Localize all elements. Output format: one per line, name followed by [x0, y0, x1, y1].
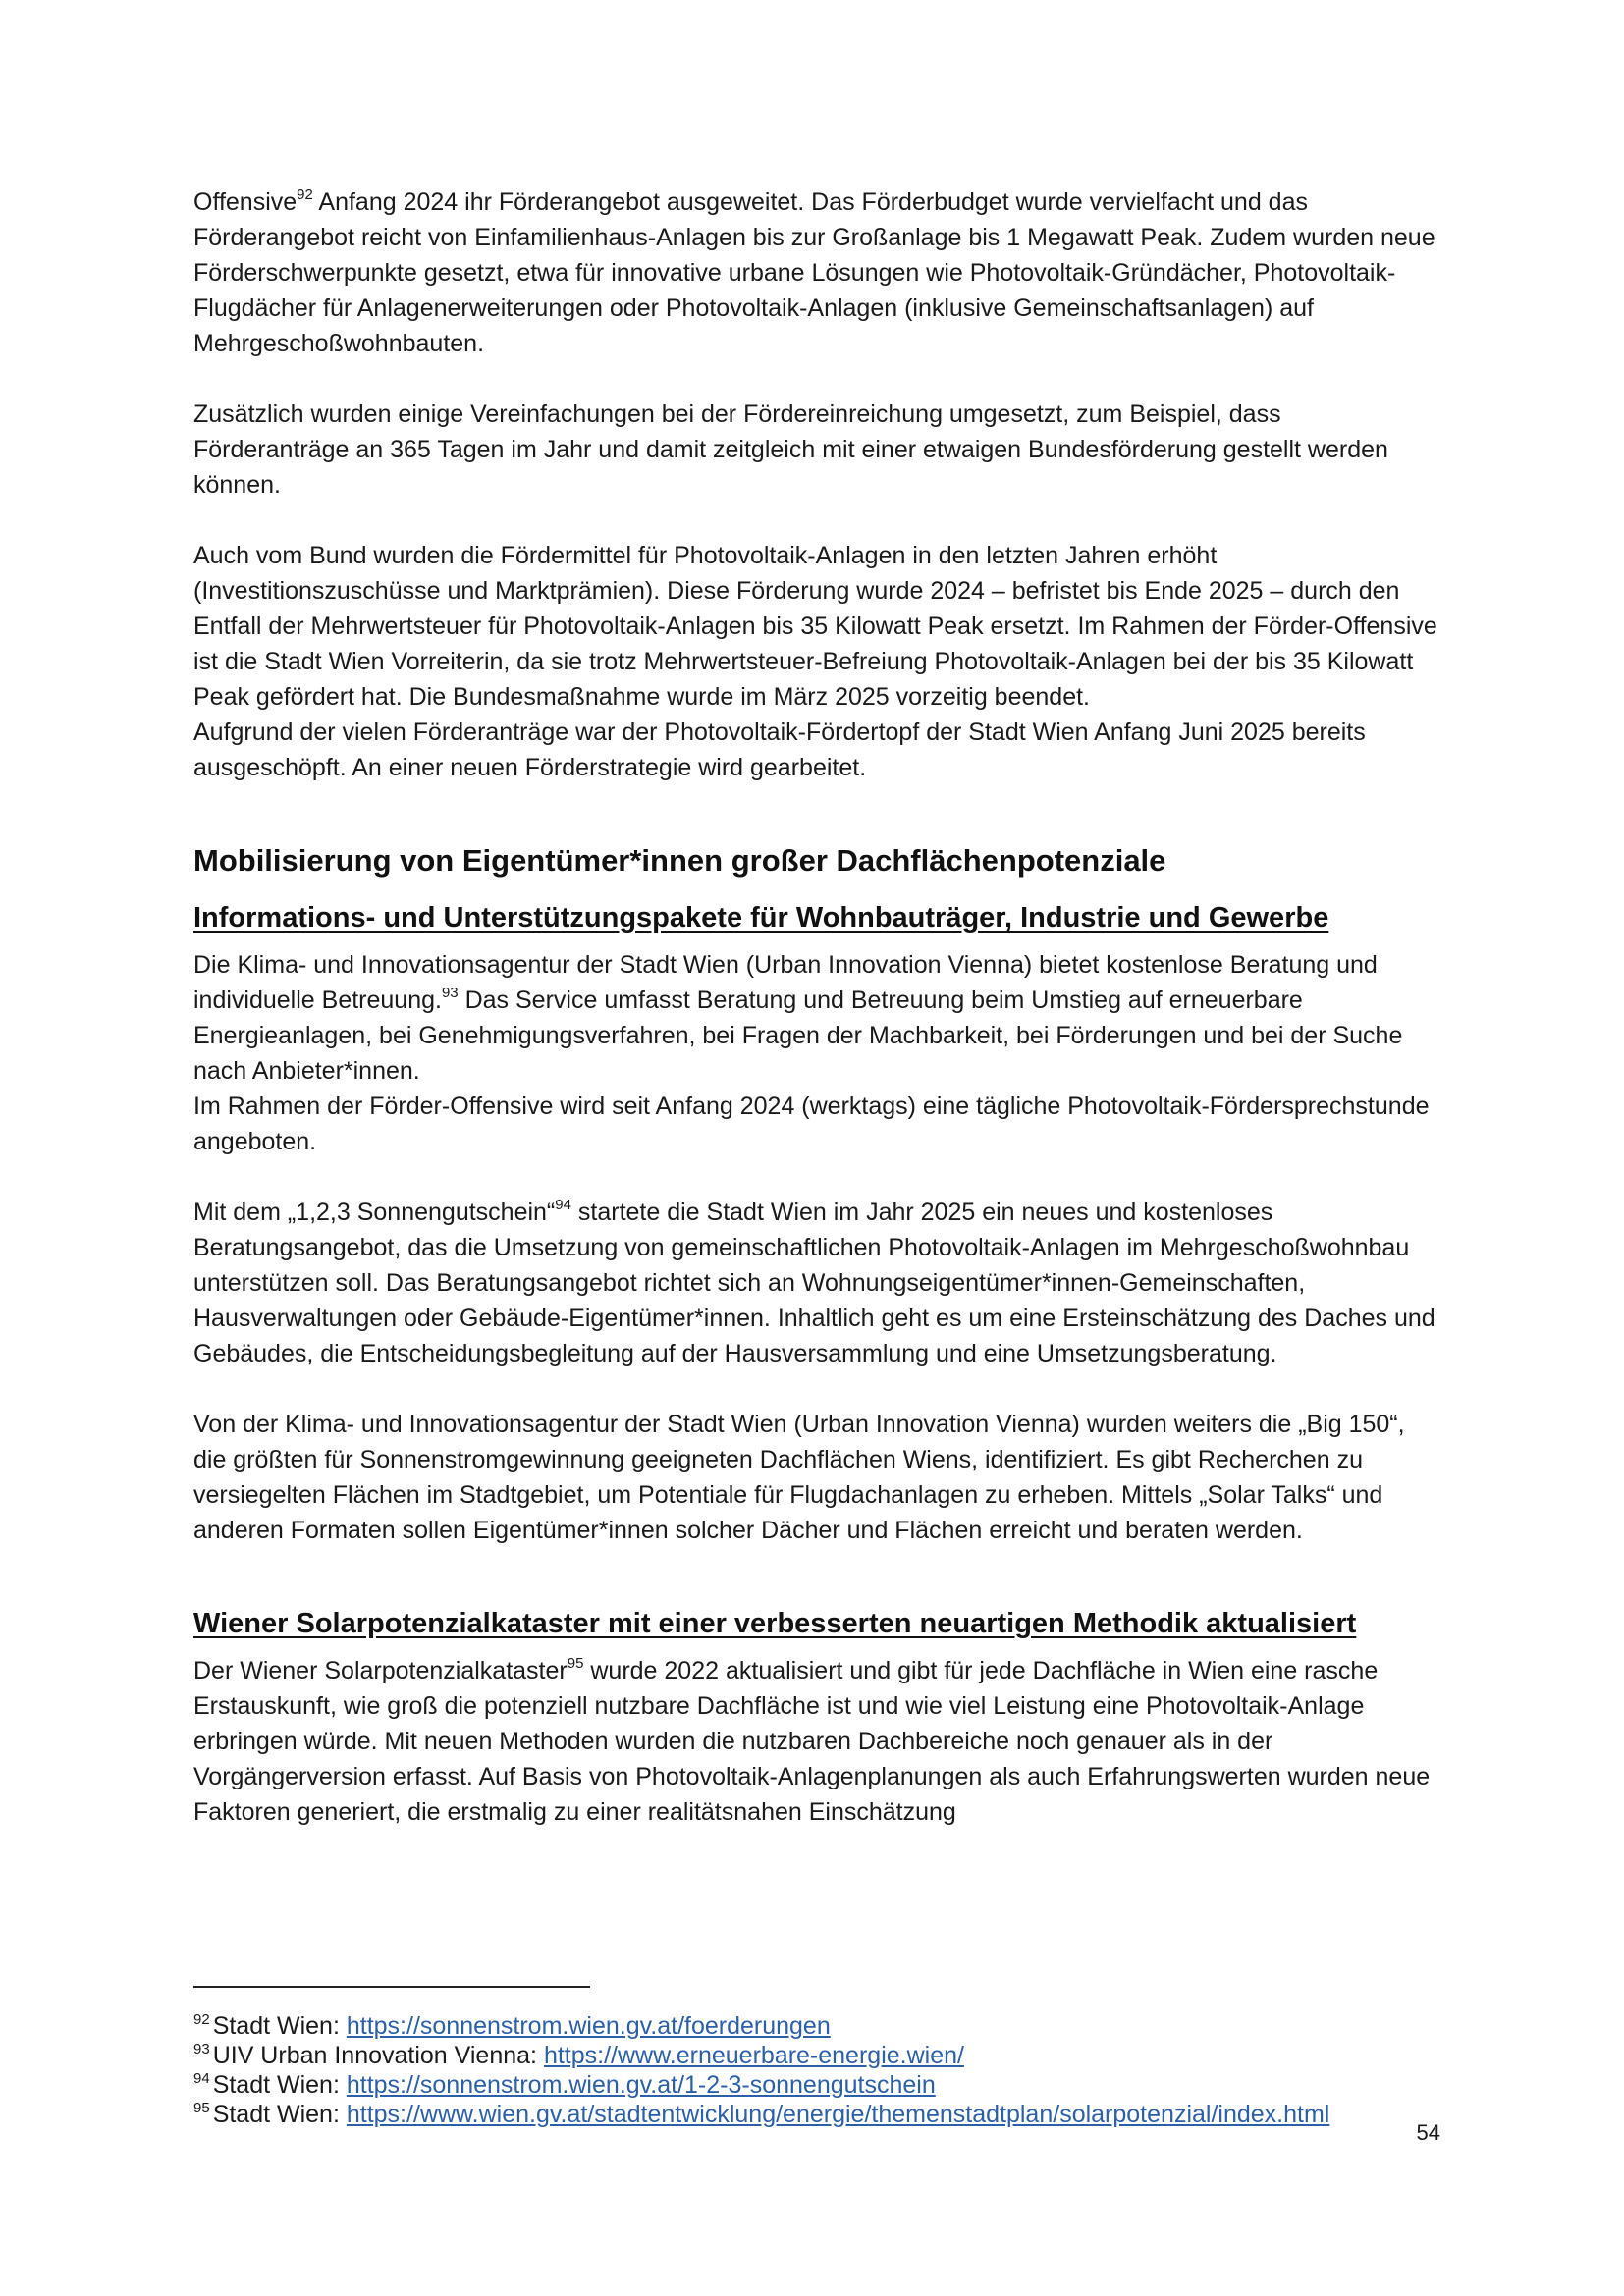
footnote-ref-95[interactable]: 95 — [567, 1655, 584, 1672]
document-body — [193, 185, 1442, 1830]
footnote-ref-94[interactable]: 94 — [555, 1197, 571, 1213]
paragraph-solarpotenzialkataster: Der Wiener Solarpotenzialkataster$^{95}$ wurde 2022 aktualisiert und gibt für jede Dachfläche in Wien eine rasche Erstauskunft, wie groß die potenziell nutzbare Dachfläche ist und wie viel Leistung eine Photovoltaik-Anlage erbringen würde. Mit neuen Methoden wurden die nutzbaren Dachbereiche noch genauer als in der Vorgängerversion erfasst. Auf Basis von Photovoltaik-Anlagenplanungen als auch Erfahrungswerten wurden neue Faktoren generiert, die erstmalig zu einer realitätsnahen Einschätzung — [193, 1655, 1431, 1826]
page-number: 54 — [1416, 2120, 1440, 2145]
paragraph-foerder-offensive: Offensive$^{92}$ Anfang 2024 ihr Förderangebot ausgeweitet. Das Förderbudget wurde vervielfacht und das Förderangebot reicht von Einfamilienhaus-Anlagen bis zur Großanlage bis 1 Megawatt Peak. Zudem wurden neue Förderschwerpunkte gesetzt, etwa für innovative urbane Lösungen wie Photovoltaik-Gründächer, Photovoltaik-Flugdächer für Anlagenerweiterungen oder Photovoltaik-Anlagen (inklusive Gemeinschaftsanlagen) auf Mehrgeschoßwohnbauten. — [193, 187, 1435, 357]
footnotes — [193, 1986, 1442, 2129]
paragraph-big-150: Von der Klima- und Innovationsagentur der Stadt Wien (Urban Innovation Vienna) wurden weiters die „Big 150“, die größten für Sonnenstromgewinnung geeigneten Dachflächen Wiens, identifiziert. Es gibt Recherchen zu versiegelten Flächen im Stadtgebiet, um Potentiale für Flugdachanlagen zu erheben. Mittels „Solar Talks“ und anderen Formaten sollen Eigentümer*innen solcher Dächer und Flächen erreicht und beraten werden. — [193, 1411, 1405, 1544]
footnote-92: $^{92}$ Stadt Wien: https://sonnenstrom.wien.gv.at/foerderungen — [193, 2011, 831, 2040]
footnote-95: $^{95}$ Stadt Wien: https://www.wien.gv.at/stadtentwicklung/energie/themenstadtplan/solarpotenzial/index.html — [193, 2100, 1330, 2128]
paragraph-vereinfachungen: Zusätzlich wurden einige Vereinfachungen bei der Fördereinreichung umgesetzt, zum Beispiel, dass Förderanträge an 365 Tagen im Jahr und damit zeitgleich mit einer etwaigen Bundesförderung gestellt werden können. — [193, 400, 1388, 499]
paragraph-sprechstunde: Im Rahmen der Förder-Offensive wird seit Anfang 2024 (werktags) eine tägliche Photovoltaik-Fördersprechstunde angeboten. — [193, 1093, 1430, 1155]
footnote-ref-93[interactable]: 93 — [441, 985, 459, 1001]
footnote-link-92[interactable]: https://sonnenstrom.wien.gv.at/foerderungen — [346, 2012, 831, 2040]
footnote-separator — [193, 1986, 590, 1988]
paragraph-bundesfoerderung: Auch vom Bund wurden die Fördermittel für Photovoltaik-Anlagen in den letzten Jahren erhöht (Investitionszuschüsse und Marktprämien). Diese Förderung wurde 2024 – befristet bis Ende 2025 – durch den Entfall der Mehrwertsteuer für Photovoltaik-Anlagen bis 35 Kilowatt Peak ersetzt. Im Rahmen der Förder-Offensive ist die Stadt Wien Vorreiterin, da sie trotz Mehrwertsteuer-Befreiung Photovoltaik-Anlagen bei der bis 35 Kilowatt Peak gefördert hat. Die Bundesmaßnahme wurde im März 2025 vorzeitig beendet. — [193, 542, 1437, 711]
footnote-link-95[interactable]: https://www.wien.gv.at/stadtentwicklung/energie/themenstadtplan/solarpotenzial/index.html — [346, 2101, 1330, 2128]
footnote-link-93[interactable]: https://www.erneuerbare-energie.wien/ — [543, 2042, 964, 2069]
subsection-heading-informationspakete: Informations- und Unterstützungspakete für Wohnbauträger, Industrie und Gewerbe — [193, 902, 1329, 934]
subsection-heading-solarpotenzialkataster: Wiener Solarpotenzialkataster mit einer verbesserten neuartigen Methodik aktualisiert — [193, 1608, 1357, 1639]
paragraph-foerdertopf: Aufgrund der vielen Förderanträge war der Photovoltaik-Fördertopf der Stadt Wien Anfang Juni 2025 bereits ausgeschöpft. An einer neuen Förderstrategie wird gearbeitet. — [193, 719, 1366, 781]
footnote-link-94[interactable]: https://sonnenstrom.wien.gv.at/1-2-3-sonnengutschein — [346, 2071, 936, 2099]
footnote-93: $^{93}$ UIV Urban Innovation Vienna: https://www.erneuerbare-energie.wien/ — [193, 2041, 964, 2069]
paragraph-klimaagentur: Die Klima- und Innovationsagentur der Stadt Wien (Urban Innovation Vienna) bietet kostenlose Beratung und individuelle Betreuung.$^{93}$ Das Service umfasst Beratung und Betreuung beim Umstieg auf erneuerbare Energieanlagen, bei Genehmigungsverfahren, bei Fragen der Machbarkeit, bei Förderungen und bei der Suche nach Anbieter*innen. — [193, 951, 1403, 1085]
footnote-ref-92[interactable]: 92 — [297, 187, 313, 203]
footnote-94: $^{94}$ Stadt Wien: https://sonnenstrom.wien.gv.at/1-2-3-sonnengutschein — [193, 2070, 936, 2099]
section-heading-mobilisierung: Mobilisierung von Eigentümer*innen großer Dachflächenpotenziale — [193, 843, 1166, 878]
paragraph-sonnengutschein: Mit dem „1,2,3 Sonnengutschein“$^{94}$ startete die Stadt Wien im Jahr 2025 ein neues und kostenloses Beratungsangebot, das die Umsetzung von gemeinschaftlichen Photovoltaik-Anlagen im Mehrgeschoßwohnbau unterstützen soll. Das Beratungsangebot richtet sich an Wohnungseigentümer*innen-Gemeinschaften, Hausverwaltungen oder Gebäude-Eigentümer*innen. Inhaltlich geht es um eine Ersteinschätzung des Daches und Gebäudes, die Entscheidungsbegleitung auf der Hausversammlung und eine Umsetzungsberatung. — [193, 1197, 1435, 1367]
